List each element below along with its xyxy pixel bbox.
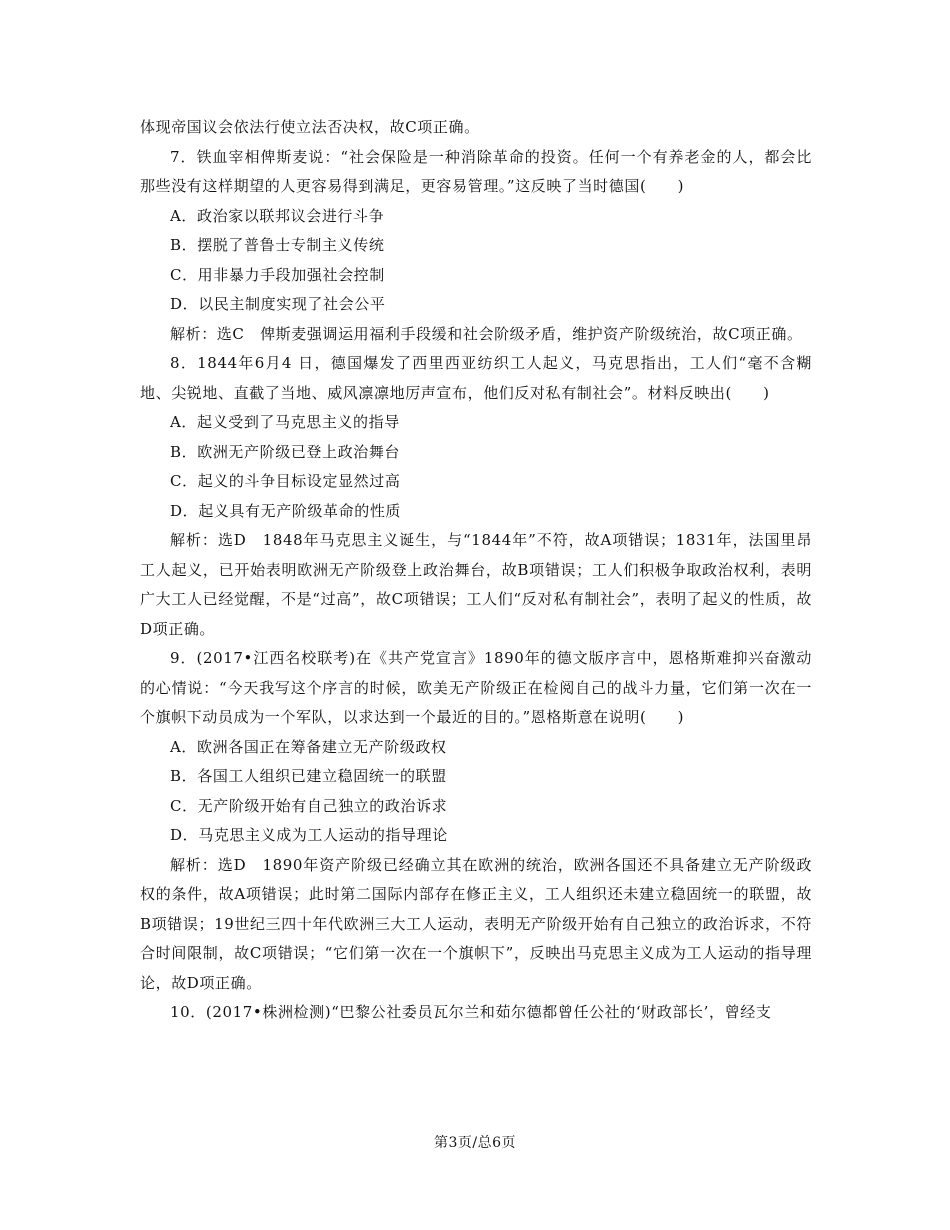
option-b: B．欧洲无产阶级已登上政治舞台 <box>170 442 401 461</box>
option-c: C．起义的斗争目标设定显然过高 <box>170 472 401 490</box>
option-d: D．马克思主义成为工人运动的指导理论 <box>170 826 448 844</box>
analysis: 解析：选D 1848年马克思主义诞生，与“1844年”不符，故A项错误；1831年，法国里昂工人起义，已开始表明欧洲无产阶级登上政治舞台，故B项错误；工人们积极争取政治权利，表明广大工人已经觉醒，不是“过高”，故C项错误；工人们“反对私有制社会”，表明了起义的性质，故D项正确。 <box>140 531 812 638</box>
question-10-stem: 10．(2017•株洲检测)“巴黎公社委员瓦尔兰和茹尔德都曾任公社的‘财政部长’，曾经支 <box>170 1003 772 1021</box>
option-d: D．起义具有无产阶级革命的性质 <box>170 501 402 520</box>
question-stem: 7．铁血宰相俾斯麦说：“社会保险是一种消除革命的投资。任何一个有养老金的人，都会比那些没有这样期望的人更容易得到满足，更容易管理。”这反映了当时德国( ) <box>140 147 812 195</box>
option-b: B．摆脱了普鲁士专制主义传统 <box>170 236 385 254</box>
analysis: 解析：选D 1890年资产阶级已经确立其在欧洲的统治，欧洲各国还不具备建立无产阶级政权的条件，故A项错误；此时第二国际内部存在修正主义，工人组织还未建立稳固统一的联盟，故B项错误；19世纪三四十年代欧洲三大工人运动，表明无产阶级开始有自己独立的政治诉求，不符合时间限制，故C项错误；“它们第一次在一个旗帜下”，反映出马克思主义成为工人运动的指导理论，故D项正确。 <box>140 855 812 992</box>
question-9 <box>140 644 812 998</box>
question-8 <box>140 349 812 644</box>
option-c: C．无产阶级开始有自己独立的政治诉求 <box>170 796 448 815</box>
option-b: B．各国工人组织已建立稳固统一的联盟 <box>170 767 447 785</box>
option-d: D．以民主制度实现了社会公平 <box>170 295 386 313</box>
question-7 <box>140 143 812 350</box>
page-content <box>140 113 812 1028</box>
option-a: A．政治家以联邦议会进行斗争 <box>170 206 385 225</box>
question-stem: 8．1844年6月4 日，德国爆发了西里西亚纺织工人起义，马克思指出，工人们“毫不含糊地、尖锐地、直截了当地、威风凛凛地厉声宣布，他们反对私有制社会”。材料反映出( ) <box>140 354 812 402</box>
option-c: C．用非暴力手段加强社会控制 <box>170 265 385 284</box>
option-a: A．起义受到了马克思主义的指导 <box>170 413 400 431</box>
option-a: A．欧洲各国正在筹备建立无产阶级政权 <box>170 737 447 756</box>
page-footer: 第3页/总6页 <box>433 1135 517 1151</box>
continued-analysis: 体现帝国议会依法行使立法否决权，故C项正确。 <box>140 118 480 136</box>
analysis: 解析：选C 俾斯麦强调运用福利手段缓和社会阶级矛盾，维护资产阶级统治，故C项正确。 <box>170 324 803 343</box>
question-stem: 9．(2017•江西名校联考)在《共产党宣言》1890年的德文版序言中，恩格斯难抑兴奋激动的心情说：“今天我写这个序言的时候，欧美无产阶级正在检阅自己的战斗力量，它们第一次在一个旗帜下动员成为一个军队，以求达到一个最近的目的。”恩格斯意在说明( ) <box>140 649 812 726</box>
